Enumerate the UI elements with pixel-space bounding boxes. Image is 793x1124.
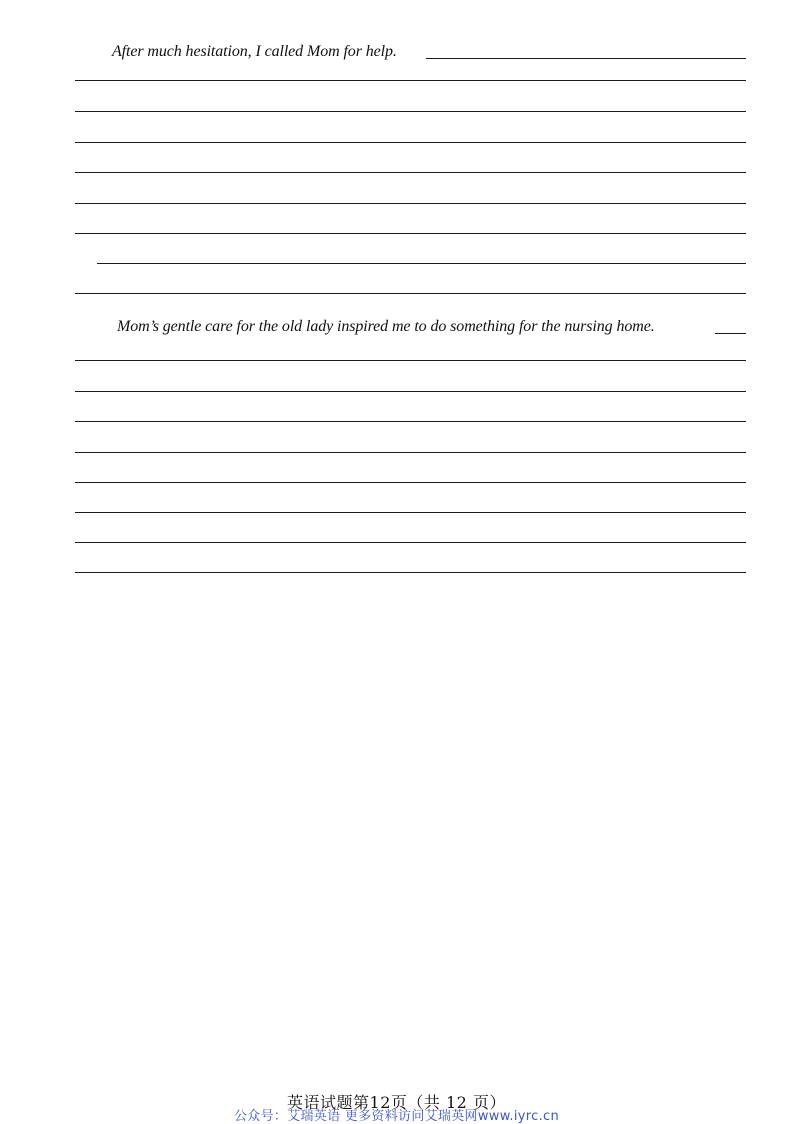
paragraph2-writing-line[interactable] <box>75 421 746 422</box>
paragraph2-writing-line[interactable] <box>75 482 746 483</box>
paragraph2-writing-line[interactable] <box>75 360 746 361</box>
paragraph1-writing-line[interactable] <box>75 293 746 294</box>
paragraph1-writing-line[interactable] <box>75 80 746 81</box>
paragraph2-writing-line[interactable] <box>75 391 746 392</box>
watermark-text: 公众号：艾瑞英语 更多资料访问艾瑞英网www.iyrc.cn <box>234 1109 559 1124</box>
paragraph1-writing-line[interactable] <box>75 203 746 204</box>
paragraph2-writing-line[interactable] <box>75 452 746 453</box>
paragraph1-writing-line[interactable] <box>75 233 746 234</box>
paragraph2-writing-line[interactable] <box>75 572 746 573</box>
paragraph2-first-line[interactable] <box>715 333 746 334</box>
paragraph1-writing-line[interactable] <box>75 142 746 143</box>
page-number-footer: 英语试题第12页（共 12 页） <box>287 1093 506 1112</box>
paragraph1-writing-line[interactable] <box>75 111 746 112</box>
paragraph1-writing-line[interactable] <box>97 263 746 264</box>
paragraph2-prompt: Mom’s gentle care for the old lady inspired me to do something for the nursing home. <box>117 318 655 335</box>
paragraph2-writing-line[interactable] <box>75 542 746 543</box>
paragraph1-writing-line[interactable] <box>75 172 746 173</box>
paragraph1-prompt: After much hesitation, I called Mom for help. <box>112 43 397 60</box>
paragraph1-first-line[interactable] <box>426 58 746 59</box>
paragraph2-writing-line[interactable] <box>75 512 746 513</box>
